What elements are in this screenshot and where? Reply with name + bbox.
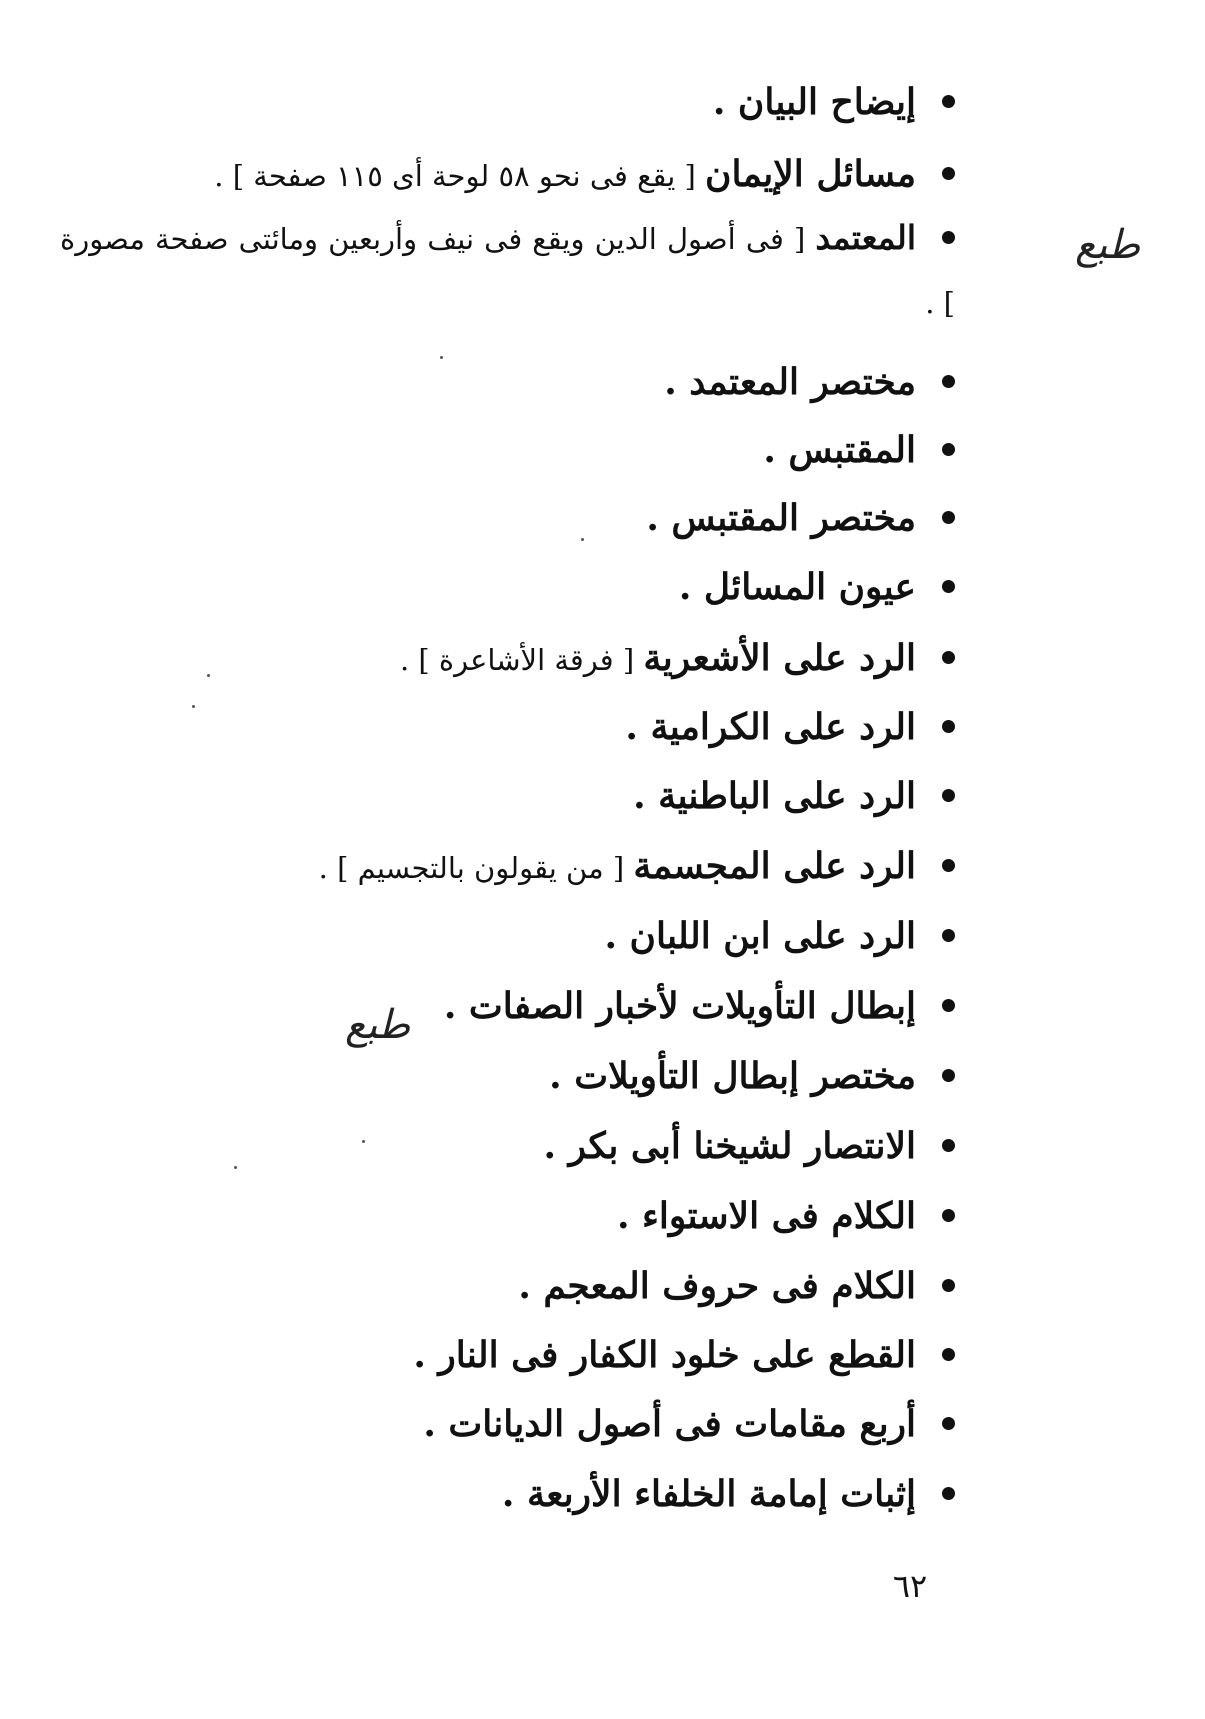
list-item [60, 1192, 955, 1241]
entry-title: الانتصار لشيخنا أبى بكر . [543, 1125, 916, 1167]
handwritten-margin-mark: طبع [345, 1002, 411, 1048]
list-item [60, 982, 955, 1031]
bullet-icon [942, 1279, 955, 1292]
entry-title: إيضاح البيان . [712, 81, 916, 123]
list-item [60, 1122, 955, 1171]
scan-speck [440, 356, 443, 359]
bullet-icon [942, 651, 955, 664]
bullet-icon [942, 95, 955, 108]
list-item [60, 703, 955, 752]
scan-speck [207, 674, 210, 677]
entry-title: الرد على ابن اللبان . [604, 915, 916, 957]
list-item [60, 1470, 955, 1519]
bullet-icon [942, 443, 955, 456]
list-item [60, 1262, 955, 1311]
list-item [60, 358, 955, 407]
list-item [60, 912, 955, 961]
list-item [60, 206, 955, 335]
entry-title: القطع على خلود الكفار فى النار . [413, 1334, 916, 1376]
list-item [60, 563, 955, 612]
entry-title: الكلام فى الاستواء . [616, 1195, 916, 1237]
list-item [60, 1400, 955, 1449]
bullet-icon [942, 375, 955, 388]
page-number: ٦٢ [892, 1567, 928, 1605]
entry-note: [ فى أصول الدين ويقع فى نيف وأربعين ومائتى صفحة مصورة ] . [60, 222, 955, 320]
entry-note: [ من يقولون بالتجسيم ] . [318, 851, 634, 885]
list-item [60, 634, 955, 684]
bullet-icon [942, 1417, 955, 1430]
entry-title: أربع مقامات فى أصول الديانات . [423, 1403, 916, 1445]
scan-speck [581, 538, 584, 541]
bullet-icon [942, 1487, 955, 1500]
entry-note: [ فرقة الأشاعرة ] . [399, 643, 644, 677]
entry-title: عيون المسائل . [678, 566, 916, 608]
bullet-icon [942, 999, 955, 1012]
list-item [60, 772, 955, 821]
bullet-icon [942, 511, 955, 524]
scan-speck [192, 705, 195, 708]
handwritten-margin-mark: طبع [1075, 222, 1141, 268]
entry-title: مسائل الإيمان [705, 153, 916, 195]
bullet-icon [942, 580, 955, 593]
entry-title: الرد على الكرامية . [625, 706, 916, 748]
bullet-icon [942, 859, 955, 872]
list-item [60, 426, 955, 475]
entry-title: المعتمد [815, 218, 916, 257]
list-item [60, 494, 955, 543]
entry-title: إبطال التأويلات لأخبار الصفات . [443, 985, 916, 1027]
list-item [60, 150, 955, 200]
list-item [60, 1052, 955, 1101]
entry-note: [ يقع فى نحو ٥٨ لوحة أى ١١٥ صفحة ] . [214, 159, 706, 193]
entry-title: مختصر إبطال التأويلات . [549, 1055, 916, 1097]
list-item [60, 842, 955, 892]
bullet-icon [942, 1069, 955, 1082]
entry-title: مختصر المعتمد . [664, 361, 916, 403]
bullet-icon [942, 167, 955, 180]
scan-speck [362, 1140, 365, 1143]
list-item [60, 1331, 955, 1380]
entry-title: إثبات إمامة الخلفاء الأربعة . [501, 1473, 916, 1515]
entry-title: الرد على الأشعرية [643, 637, 916, 679]
bullet-icon [942, 1139, 955, 1152]
bullet-icon [942, 1209, 955, 1222]
bullet-icon [942, 231, 955, 244]
entry-title: مختصر المقتبس . [646, 497, 916, 539]
bullet-icon [942, 1348, 955, 1361]
bullet-icon [942, 929, 955, 942]
list-item [60, 78, 955, 127]
bullet-icon [942, 720, 955, 733]
entry-title: الكلام فى حروف المعجم . [518, 1265, 916, 1307]
scan-speck [234, 1166, 237, 1169]
entry-title: الرد على المجسمة [633, 845, 916, 887]
entry-title: المقتبس . [763, 429, 916, 471]
bullet-icon [942, 789, 955, 802]
entry-title: الرد على الباطنية . [633, 775, 916, 817]
